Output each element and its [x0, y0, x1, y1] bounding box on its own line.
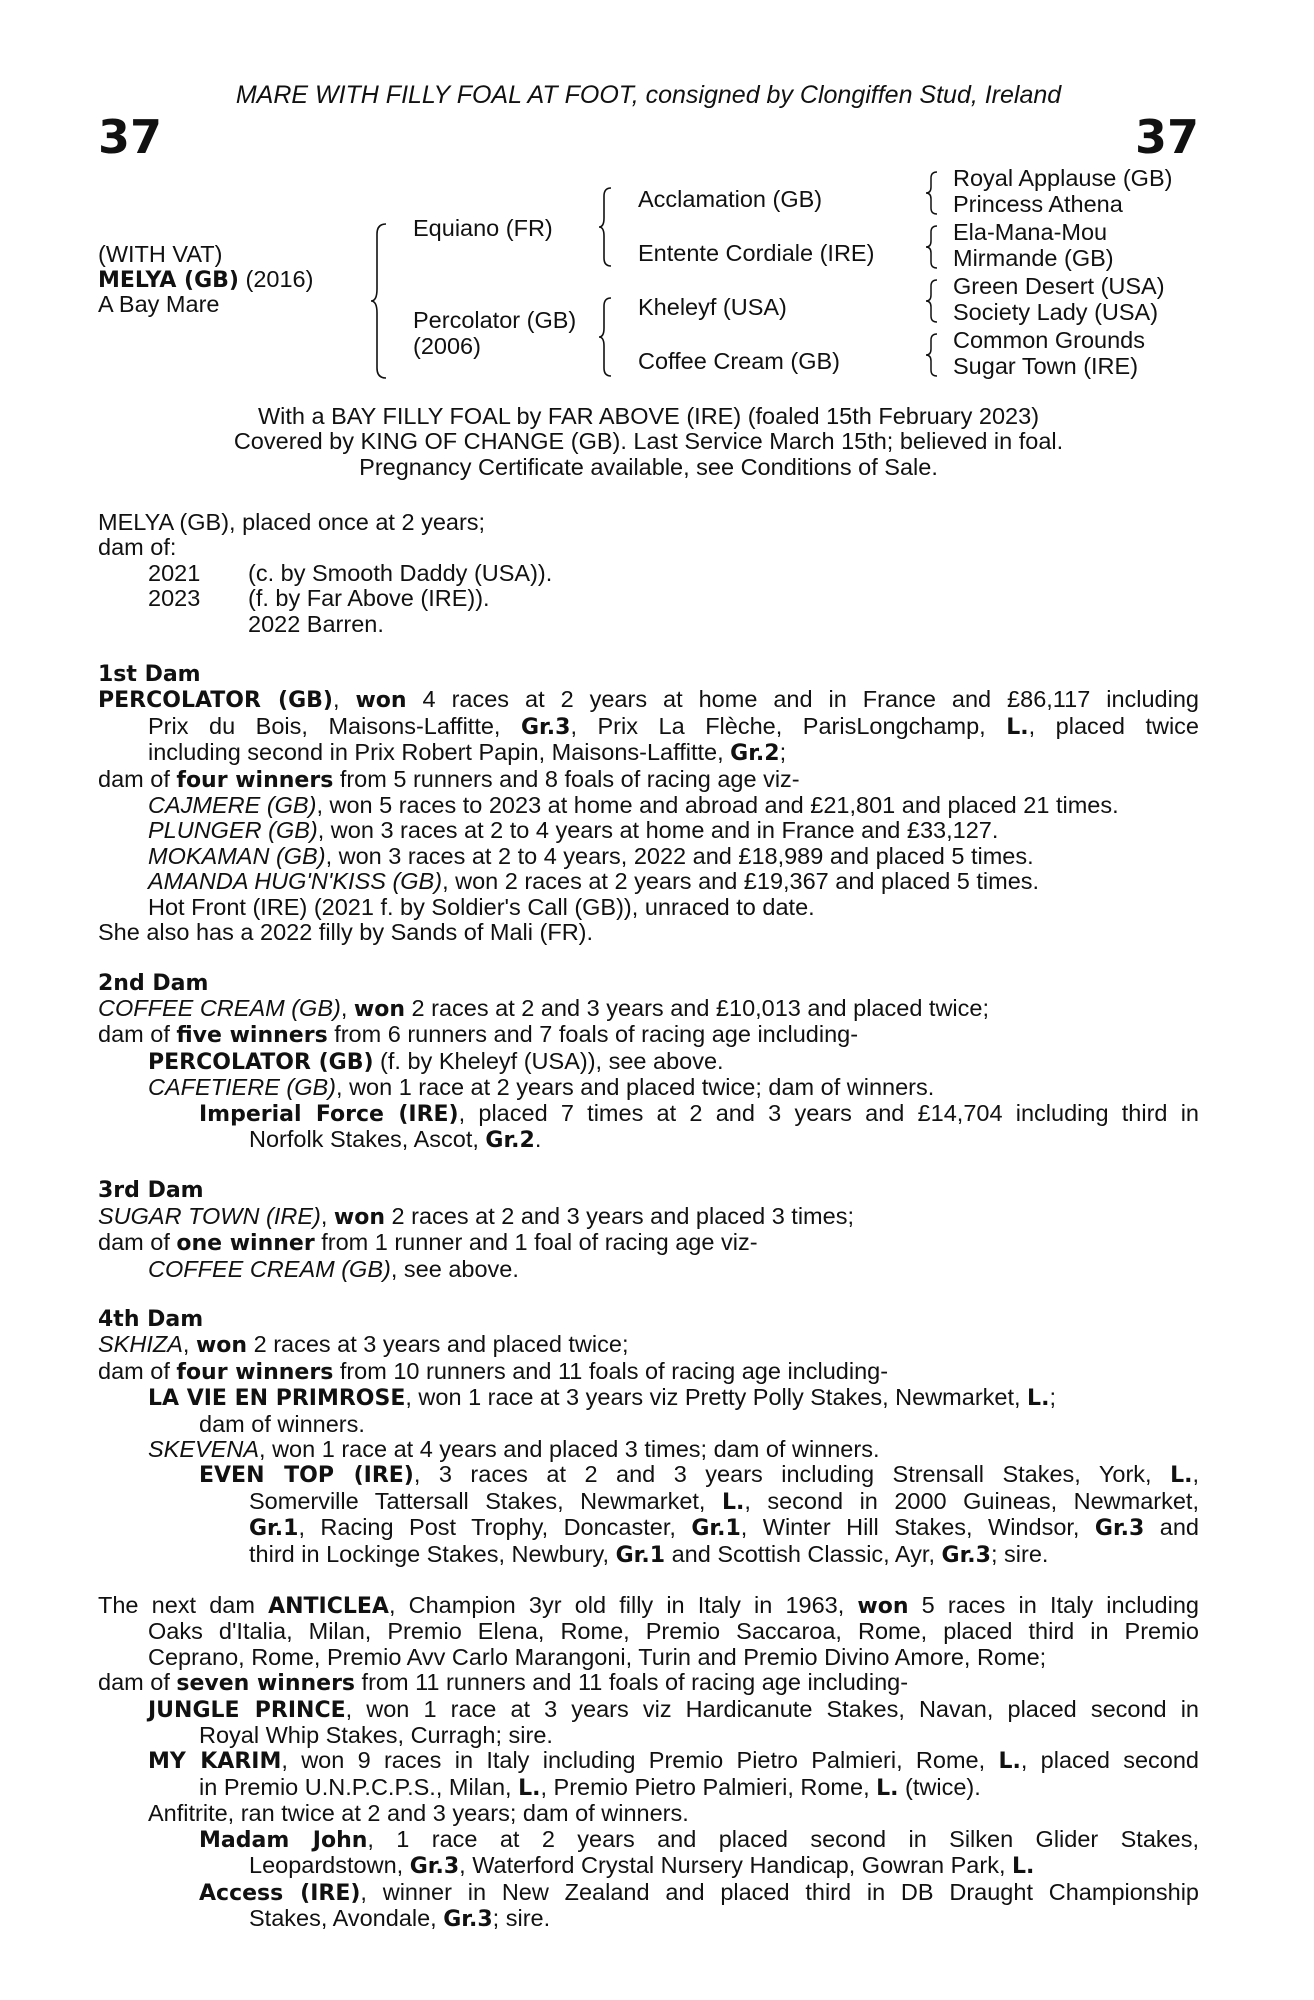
dam1-note: She also has a 2022 filly by Sands of Mali (FR).	[98, 919, 594, 946]
progeny-entry: SKEVENA, won 1 race at 4 years and placed 3 times; dam of winners.	[148, 1436, 880, 1462]
covering-line-1: With a BAY FILLY FOAL by FAR ABOVE (IRE) (foaled 15th February 2023)	[257, 403, 1040, 429]
dam1-line-4: dam of four winners from 5 runners and 8 foals of racing age viz-	[98, 765, 800, 793]
lot-number-right: 37	[1134, 110, 1199, 164]
section-heading: 4th Dam	[98, 1306, 204, 1332]
progeny-entry-cont: Norfolk Stakes, Ascot, Gr.2.	[249, 1125, 542, 1153]
dam-dam: Coffee Cream (GB)	[638, 348, 840, 374]
progeny-entry-cont: in Premio U.N.P.C.P.S., Milan, L., Premio Pietro Palmieri, Rome, L. (twice).	[199, 1773, 981, 1801]
catalogue-body	[98, 510, 1199, 1932]
gen3-6: Society Lady (USA)	[953, 299, 1159, 325]
progeny-entry: AMANDA HUG'N'KISS (GB), won 2 races at 2 years and £19,367 and placed 5 times.	[148, 868, 1040, 895]
dam-sire: Kheleyf (USA)	[638, 294, 787, 320]
dam3-line-2: dam of one winner from 1 runner and 1 foal of racing age viz-	[98, 1229, 758, 1257]
produce-row: 2021 (c. by Smooth Daddy (USA)).	[148, 559, 553, 586]
dam3-line-1: SUGAR TOWN (IRE), won 2 races at 2 and 3 years and placed 3 times;	[98, 1202, 854, 1230]
gen3-4: Mirmande (GB)	[953, 245, 1114, 271]
progeny-entry: Imperial Force (IRE), placed 7 times at 2 and 3 years and £14,704 including third in	[199, 1099, 1199, 1127]
gen3-3: Ela-Mana-Mou	[953, 219, 1108, 245]
gen3-7: Common Grounds	[953, 327, 1145, 353]
dam4-line-1: SKHIZA, won 2 races at 3 years and placed twice;	[98, 1331, 629, 1359]
dam2-line-1: COFFEE CREAM (GB), won 2 races at 2 and 3 years and £10,013 and placed twice;	[98, 994, 989, 1022]
section-heading: 2nd Dam	[98, 970, 209, 996]
progeny-entry: Access (IRE), winner in New Zealand and placed third in DB Draught Championship	[199, 1878, 1199, 1906]
gen3-8: Sugar Town (IRE)	[953, 353, 1139, 379]
horse-name-line	[98, 267, 313, 293]
nextdam-line-4: dam of seven winners from 11 runners and 11 foals of racing age including-	[98, 1669, 909, 1697]
nextdam-line-2: Oaks d'Italia, Milan, Premio Elena, Rome, Premio Saccaroa, Rome, placed third in Premio	[148, 1618, 1199, 1645]
progeny-entry: LA VIE EN PRIMROSE, won 1 race at 3 years viz Pretty Polly Stakes, Newmarket, L.;	[148, 1384, 1056, 1412]
nextdam-line-3: Ceprano, Rome, Premio Avv Carlo Marangoni, Turin and Premio Divino Amore, Rome;	[148, 1643, 1047, 1670]
progeny-entry-cont: Leopardstown, Gr.3, Waterford Crystal Nursery Handicap, Gowran Park, L.	[249, 1852, 1035, 1880]
produce-intro: MELYA (GB), placed once at 2 years;	[98, 509, 486, 535]
dam: Percolator (GB)	[413, 307, 577, 333]
covering-line-3: Pregnancy Certificate available, see Conditions of Sale.	[359, 453, 938, 480]
progeny-entry: PLUNGER (GB), won 3 races at 2 to 4 years at home and in France and £33,127.	[148, 817, 999, 844]
progeny-entry: CAJMERE (GB), won 5 races to 2023 at home and abroad and £21,801 and placed 21 times.	[148, 792, 1119, 819]
nextdam-line-1: The next dam ANTICLEA, Champion 3yr old filly in Italy in 1963, won 5 races in Italy including	[98, 1592, 1199, 1620]
produce-row: 2023 (f. by Far Above (IRE)).	[148, 585, 490, 612]
dam1-line-3: including second in Prix Robert Papin, Maisons-Laffitte, Gr.2;	[148, 739, 787, 767]
lot-number-left: 37	[98, 110, 163, 164]
progeny-entry: MOKAMAN (GB), won 3 races at 2 to 4 years, 2022 and £18,989 and placed 5 times.	[148, 842, 1034, 869]
dam4-line-2: dam of four winners from 10 runners and 11 foals of racing age including-	[98, 1357, 889, 1385]
progeny-entry-cont: Stakes, Avondale, Gr.3; sire.	[249, 1904, 551, 1932]
section-heading: 3rd Dam	[98, 1178, 204, 1204]
section-heading: 1st Dam	[98, 662, 201, 688]
covering-line-2: Covered by KING OF CHANGE (GB). Last Service March 15th; believed in foal.	[233, 428, 1064, 455]
progeny-entry: COFFEE CREAM (GB), see above.	[148, 1255, 519, 1282]
catalogue-page	[98, 0, 1199, 2000]
pedigree-brace-g3-1	[924, 170, 940, 216]
gen3-5: Green Desert (USA)	[953, 273, 1165, 299]
progeny-entry: EVEN TOP (IRE), 3 races at 2 and 3 years including Strensall Stakes, York, L.,	[199, 1461, 1199, 1489]
progeny-entry-cont: third in Lockinge Stakes, Newbury, Gr.1 and Scottish Classic, Ayr, Gr.3; sire.	[249, 1540, 1049, 1568]
pedigree-brace-g3-3	[924, 278, 940, 324]
progeny-entry: Hot Front (IRE) (2021 f. by Soldier's Call (GB)), unraced to date.	[148, 893, 815, 920]
progeny-entry-cont: Somerville Tattersall Stakes, Newmarket, L., second in 2000 Guineas, Newmarket,	[249, 1487, 1199, 1515]
progeny-entry: Anfitrite, ran twice at 2 and 3 years; dam of winners.	[148, 1800, 689, 1827]
sire-dam: Entente Cordiale (IRE)	[638, 240, 875, 266]
dam2-line-2: dam of five winners from 6 runners and 7 foals of racing age including-	[98, 1021, 859, 1049]
lot-header: MARE WITH FILLY FOAL AT FOOT, consigned by Clongiffen Stud, Ireland	[235, 81, 1062, 109]
horse-name: MELYA (GB)	[98, 268, 239, 293]
produce-row: 2022 Barren.	[248, 610, 384, 637]
progeny-entry: JUNGLE PRINCE, won 1 race at 3 years viz Hardicanute Stakes, Navan, placed second in	[148, 1695, 1199, 1723]
horse-year: (2016)	[245, 266, 314, 292]
pedigree-brace-sire	[598, 186, 614, 268]
dam-year: (2006)	[413, 333, 481, 359]
pedigree-brace-g3-4	[924, 332, 940, 378]
progeny-entry: Madam John, 1 race at 2 years and placed second in Silken Glider Stakes,	[199, 1825, 1199, 1853]
pedigree-brace-main	[370, 222, 390, 380]
gen3-2: Princess Athena	[953, 191, 1123, 217]
progeny-entry: MY KARIM, won 9 races in Italy including Premio Pietro Palmieri, Rome, L., placed second	[148, 1747, 1200, 1775]
sire-sire: Acclamation (GB)	[638, 186, 823, 212]
gen3-1: Royal Applause (GB)	[953, 165, 1173, 191]
dam1-line-1: PERCOLATOR (GB), won 4 races at 2 years at home and in France and £86,117 including	[98, 686, 1199, 714]
progeny-entry: CAFETIERE (GB), won 1 race at 2 years and placed twice; dam of winners.	[148, 1074, 935, 1101]
progeny-entry-cont: dam of winners.	[199, 1410, 365, 1437]
progeny-entry: PERCOLATOR (GB) (f. by Kheleyf (USA)), see above.	[148, 1047, 724, 1075]
sire: Equiano (FR)	[413, 215, 553, 241]
pedigree-brace-dam	[598, 296, 614, 378]
pedigree-brace-g3-2	[924, 224, 940, 270]
dam1-line-2: Prix du Bois, Maisons-Laffitte, Gr.3, Prix La Flèche, ParisLongchamp, L., placed twice	[148, 712, 1200, 740]
progeny-entry-cont: Gr.1, Racing Post Trophy, Doncaster, Gr.1, Winter Hill Stakes, Windsor, Gr.3 and	[249, 1514, 1200, 1542]
vat-label: (WITH VAT)	[98, 241, 223, 267]
pedigree-table	[98, 166, 1199, 396]
covering-info	[98, 404, 1199, 480]
produce-damof: dam of:	[98, 534, 177, 561]
progeny-entry-cont: Royal Whip Stakes, Curragh; sire.	[199, 1722, 553, 1749]
horse-description: A Bay Mare	[98, 291, 220, 317]
